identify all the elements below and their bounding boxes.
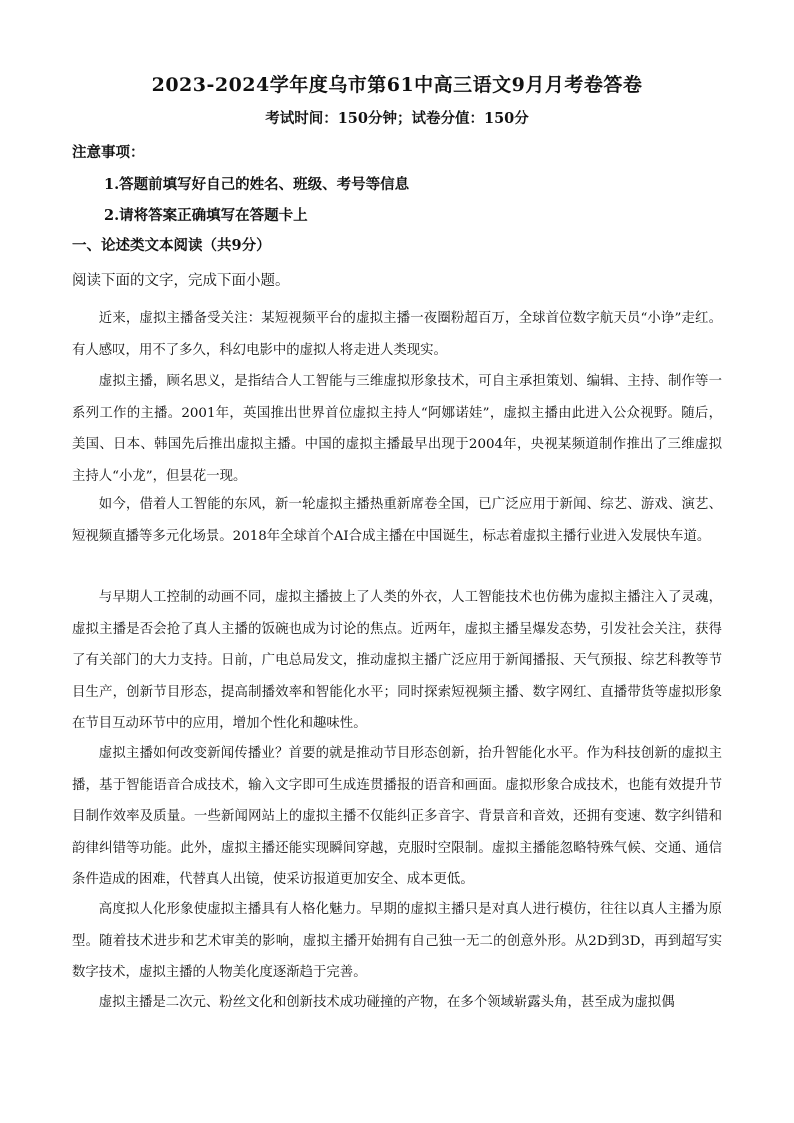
note-item: 1.答题前填写好自己的姓名、班级、考号等信息 xyxy=(104,176,410,193)
note-item: 2.请将答案正确填写在答题卡上 xyxy=(104,207,308,224)
article-paragraph: 与早期人工控制的动画不同，虚拟主播披上了人类的外衣，人工智能技术也仿佛为虚拟主播注入了灵魂，虚拟主播是否会抢了真人主播的饭碗也成为讨论的焦点。近两年，虚拟主播呈爆发态势，引发社会关注，获得了有关部门的大力支持。日前，广电总局发文，推动虚拟主播广泛应用于新闻播报、天气预报、综艺科教等节目生产，创新节目形态，提高制播效率和智能化水平；同时探索短视频主播、数字网红、直播带货等虚拟形象在节目互动环节中的应用，增加个性化和趣味性。 xyxy=(72,590,722,731)
exam-info: 考试时间：150分钟；试卷分值：150分 xyxy=(265,110,529,127)
article-paragraph: 虚拟主播，顾名思义，是指结合人工智能与三维虚拟形象技术，可自主承担策划、编辑、主持、制作等一系列工作的主播。2001年，英国推出世界首位虚拟主持人“阿娜诺娃”，虚拟主播由此进入公众视野。随后，美国、日本、韩国先后推出虚拟主播。中国的虚拟主播最早出现于2004年，央视某频道制作推出了三维虚拟主持人“小龙”，但昙花一现。 xyxy=(72,374,722,484)
section-heading: 一、论述类文本阅读（共9分） xyxy=(72,237,271,254)
notes-heading: 注意事项： xyxy=(72,144,145,161)
article-paragraph: 高度拟人化形象使虚拟主播具有人格化魅力。早期的虚拟主播只是对真人进行模仿，往往以真人主播为原型。随着技术进步和艺术审美的影响，虚拟主播开始拥有自己独一无二的创意外形。从2D到3D，再到超写实数字技术，虚拟主播的人物美化度逐渐趋于完善。 xyxy=(72,902,722,980)
article-paragraph: 虚拟主播如何改变新闻传播业？首要的就是推动节目形态创新，抬升智能化水平。作为科技创新的虚拟主播，基于智能语音合成技术，输入文字即可生成连贯播报的语音和画面。虚拟形象合成技术，也能有效提升节目制作效率及质量。一些新闻网站上的虚拟主播不仅能纠正多音字、背景音和音效，还拥有变速、数字纠错和韵律纠错等功能。此外，虚拟主播还能实现瞬间穿越，克服时空限制。虚拟主播能忽略特殊气候、交通、通信条件造成的困难，代替真人出镜，使采访报道更加安全、成本更低。 xyxy=(72,746,722,887)
reading-instruction: 阅读下面的文字，完成下面小题。 xyxy=(72,273,290,289)
page-title: 2023-2024学年度乌市第61中高三语文9月月考卷答卷 xyxy=(151,74,643,96)
article-paragraph: 虚拟主播是二次元、粉丝文化和创新技术成功碰撞的产物，在多个领域崭露头角，甚至成为虚拟偶 xyxy=(98,995,675,1010)
article-paragraph: 近来，虚拟主播备受关注：某短视频平台的虚拟主播一夜圈粉超百万，全球首位数字航天员“小诤”走红。有人感叹，用不了多久，科幻电影中的虚拟人将走进人类现实。 xyxy=(72,311,722,358)
article-paragraph: 如今，借着人工智能的东风，新一轮虚拟主播热重新席卷全国，已广泛应用于新闻、综艺、游戏、演艺、短视频直播等多元化场景。2018年全球首个AI合成主播在中国诞生，标志着虚拟主播行业进入发展快车道。 xyxy=(72,497,722,544)
